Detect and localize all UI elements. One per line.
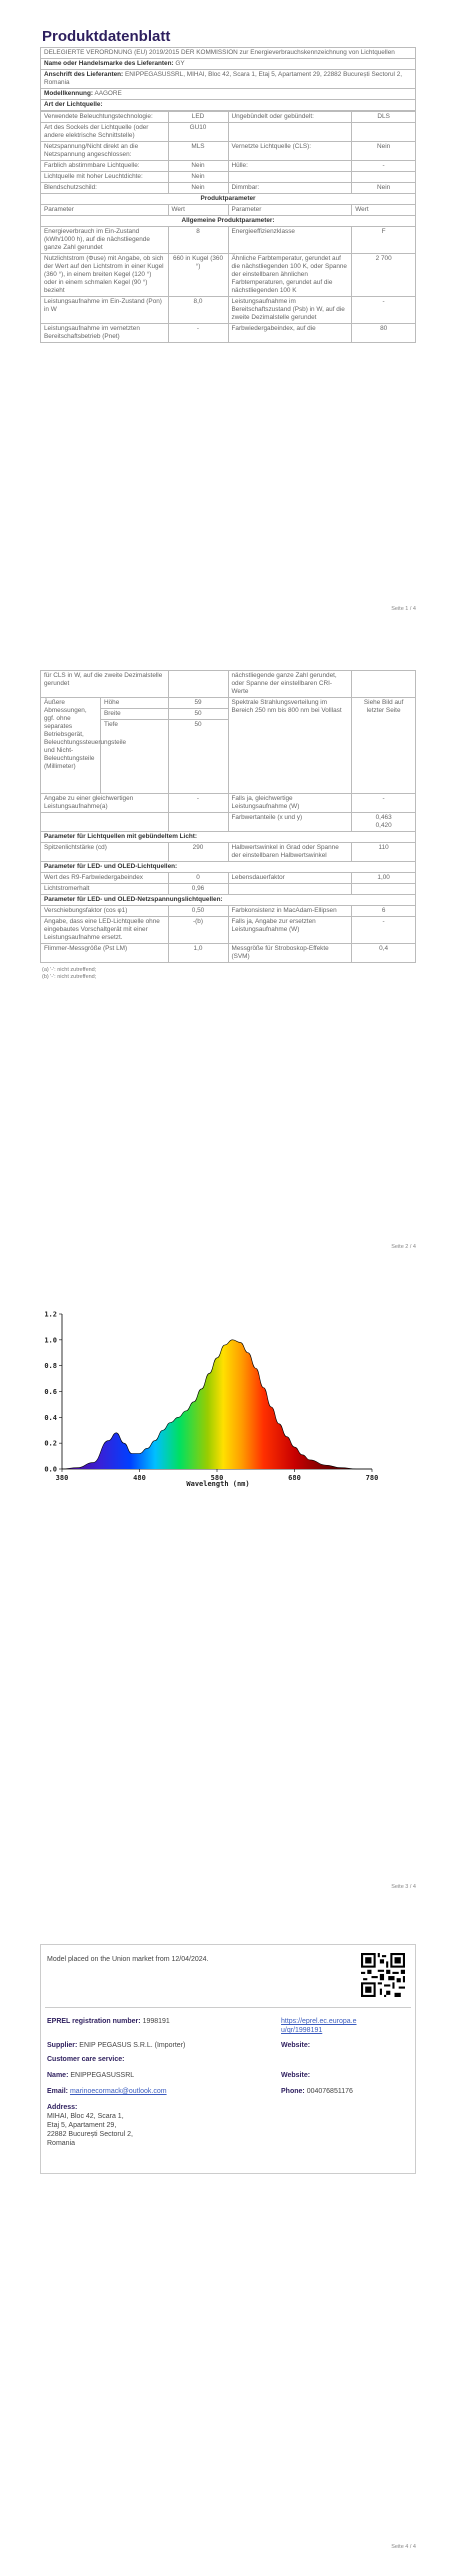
dim-value: 59 xyxy=(168,698,228,709)
r9-label: Wert des R9-Farbwiedergabeindex xyxy=(41,873,169,884)
cell: Leistungsaufnahme im Bereitschaftszustand (Psb) in W, auf die zweite Dezimalstelle gerundet xyxy=(228,297,352,324)
cell: 80 xyxy=(352,324,416,343)
table-row xyxy=(41,671,416,698)
flicker-value: 1,0 xyxy=(168,944,228,963)
table-row xyxy=(41,227,416,254)
disp-value: 0,50 xyxy=(168,906,228,917)
equiv-label: Angabe zu einer gleichwertigen Leistungsaufnahme(a) xyxy=(41,794,169,813)
x-tick-label: 480 xyxy=(133,1474,146,1482)
page-number: Seite 1 / 4 xyxy=(391,606,416,612)
table-row xyxy=(41,843,416,862)
product-params-header: Produktparameter xyxy=(41,194,416,205)
life-label: Lebensdauerfaktor xyxy=(228,873,352,884)
address-line: Etaj 5, Apartament 29, xyxy=(47,2122,117,2129)
regulation-text: DELEGIERTE VERORDNUNG (EU) 2019/2015 DER KOMMISSION zur Energieverbrauchskennzeichnung von Lichtquellen xyxy=(41,48,416,59)
mac-value: 6 xyxy=(352,906,416,917)
page-4 xyxy=(0,1920,452,2560)
spectrum-area xyxy=(62,1340,372,1469)
x-tick-label: 380 xyxy=(55,1474,69,1482)
cell: Netzspannung/Nicht direkt an die Netzspannung angeschlossen: xyxy=(41,142,169,161)
x-axis-label: Wavelength (nm) xyxy=(186,1480,250,1488)
eprel-link[interactable]: https://eprel.ec.europa.eu/qr/1998191 xyxy=(281,2018,357,2034)
cell: Verwendete Beleuchtungstechnologie: xyxy=(41,112,169,123)
peak-value: 290 xyxy=(168,843,228,862)
beam-label: Halbwertswinkel in Grad oder Spanne der einstellbaren Halbwertswinkel xyxy=(228,843,352,862)
y-tick-label: 1.2 xyxy=(44,1310,57,1319)
flicker-label: Flimmer-Messgröße (Pst LM) xyxy=(41,944,169,963)
table-row xyxy=(41,813,416,832)
mls-header: Parameter für LED- und OLED-Netzspannungslichtquellen: xyxy=(41,895,416,906)
col-header-param: Parameter xyxy=(228,205,352,216)
name-label: Name: xyxy=(47,2072,69,2079)
cell: Nein xyxy=(168,172,228,183)
cell: Leistungsaufnahme im vernetzten Bereitschaftsbetrieb (Pnet) xyxy=(41,324,169,343)
strobo-label: Messgröße für Stroboskop-Effekte (SVM) xyxy=(228,944,352,963)
phone-label: Phone: xyxy=(281,2088,305,2095)
page-number: Seite 4 / 4 xyxy=(391,2544,416,2550)
supplier-name-label: Name oder Handelsmarke des Lieferanten: xyxy=(44,60,174,67)
general-params-header: Allgemeine Produktparameter: xyxy=(41,216,416,227)
cell: Vernetzte Lichtquelle (CLS): xyxy=(228,142,352,161)
cell xyxy=(228,172,352,183)
cell: Nein xyxy=(352,183,416,194)
cell: Nutzlichtstrom (Φuse) mit Angabe, ob sich der Wert auf den Lichtstrom in einer Kugel (360 °), in einem breiten Kegel (120 °) oder in einem schmalen Kegel (90 °) bezieht xyxy=(41,254,169,297)
cri-cont: nächstliegende ganze Zahl gerundet, oder Spanne der einstellbaren CRI-Werte xyxy=(228,671,352,698)
maint-label: Lichtstromerhalt xyxy=(41,884,169,895)
cell: - xyxy=(168,324,228,343)
led-header: Parameter für LED- und OLED-Lichtquellen: xyxy=(41,862,416,873)
table-row xyxy=(41,142,416,161)
equiv-right-label: Falls ja, gleichwertige Leistungsaufnahme (W) xyxy=(228,794,352,813)
cell: Energieeffizienzklasse xyxy=(228,227,352,254)
col-header-param: Parameter xyxy=(41,205,169,216)
table-row xyxy=(41,112,416,123)
chroma-y: 0,420 xyxy=(375,822,392,829)
supplier-value: ENIP PEGASUS S.R.L. (Importer) xyxy=(79,2042,186,2049)
cell: 2 700 xyxy=(352,254,416,297)
chroma-x: 0,463 xyxy=(375,814,392,821)
light-type-label: Art der Lichtquelle: xyxy=(41,100,416,111)
name-value: ENIPPEGASUSSRL xyxy=(70,2072,135,2079)
cell: Dimmbar: xyxy=(228,183,352,194)
cell: Nein xyxy=(168,183,228,194)
footnote-a: (a) '-': nicht zutreffend; xyxy=(42,967,97,973)
y-tick-label: 1.0 xyxy=(44,1336,57,1345)
page-1 xyxy=(0,0,452,640)
cell: Art des Sockels der Lichtquelle (oder andere elektrische Schnittstelle) xyxy=(41,123,169,142)
table-row xyxy=(41,794,416,813)
reg-label: EPREL registration number: xyxy=(47,2018,141,2025)
table-row xyxy=(41,917,416,944)
page-2 xyxy=(0,640,452,1280)
cell: GU10 xyxy=(168,123,228,142)
cell: - xyxy=(352,161,416,172)
table-row xyxy=(41,944,416,963)
dim-value: 50 xyxy=(168,720,228,794)
email-label: Email: xyxy=(47,2088,69,2095)
page-title: Produktdatenblatt xyxy=(42,28,171,45)
placed-on-market-text: Model placed on the Union market from 12/04/2024. xyxy=(47,1956,209,1963)
col-header-value: Wert xyxy=(352,205,416,216)
model-label: Modellkennung: xyxy=(44,90,93,97)
model-value: AAGORE xyxy=(94,90,122,97)
spectral-label: Spektrale Strahlungsverteilung im Bereich 250 nm bis 800 nm bei Volllast xyxy=(228,698,352,794)
col-header-value: Wert xyxy=(168,205,228,216)
table-row xyxy=(41,254,416,297)
eprel-info-box xyxy=(40,1944,416,2174)
replace-label: Angabe, dass eine LED-Lichtquelle ohne eingebautes Vorschaltgerät mit einer Leistungsaufnahme ersetzt. xyxy=(41,917,169,944)
cell xyxy=(352,123,416,142)
table-row xyxy=(41,172,416,183)
footnote-b: (b) '-': nicht zutreffend; xyxy=(42,974,97,980)
equiv-right-value: - xyxy=(352,794,416,813)
cell: 660 in Kugel (360 °) xyxy=(168,254,228,297)
page-number: Seite 3 / 4 xyxy=(391,1884,416,1890)
replace-right-label: Falls ja, Angabe zur ersetzten Leistungsaufnahme (W) xyxy=(228,917,352,944)
address-line: 22882 București Sectorul 2, xyxy=(47,2131,133,2138)
page-3 xyxy=(0,1280,452,1920)
address-label: Address: xyxy=(47,2104,78,2111)
dim-name: Breite xyxy=(101,709,169,720)
cell: Nein xyxy=(168,161,228,172)
address-line: Romania xyxy=(47,2140,76,2147)
y-tick-label: 0.6 xyxy=(44,1388,57,1396)
dim-name: Tiefe xyxy=(101,720,169,794)
cell: Farblich abstimmbare Lichtquelle: xyxy=(41,161,169,172)
cell: Lichtquelle mit hoher Leuchtdichte: xyxy=(41,172,169,183)
table-row xyxy=(41,906,416,917)
cell: MLS xyxy=(168,142,228,161)
website2-label: Website: xyxy=(281,2072,311,2079)
peak-label: Spitzenlichtstärke (cd) xyxy=(41,843,169,862)
phone-value: 004076851176 xyxy=(306,2088,353,2095)
supplier-name-value: GY xyxy=(175,60,185,67)
address-line: MIHAI, Bloc 42, Scara 1, xyxy=(47,2113,124,2120)
strobo-value: 0,4 xyxy=(352,944,416,963)
cell: 8,0 xyxy=(168,297,228,324)
cell: Blendschutzschild: xyxy=(41,183,169,194)
life-value: 1,00 xyxy=(352,873,416,884)
cell: Leistungsaufnahme im Ein-Zustand (Pon) in W xyxy=(41,297,169,324)
y-tick-label: 0.2 xyxy=(44,1439,57,1448)
dims-label: Äußere Abmessungen, ggf. ohne separates Betriebsgerät, Beleuchtungssteuerungsteile und Nicht-Beleuchtungsteile (Millimeter) xyxy=(41,698,101,794)
beam-value: 110 xyxy=(352,843,416,862)
website-label: Website: xyxy=(281,2042,311,2049)
cell xyxy=(352,172,416,183)
supplier-address-value: ENIPPEGASUSSRL, MIHAI, Bloc 42, Scara 1, Etaj 5, Apartament 29, 22882 București Sectorul 2, Romania xyxy=(44,71,403,86)
table-row xyxy=(41,324,416,343)
qr-code-icon[interactable] xyxy=(361,1953,405,1997)
cell: Farbwiedergabeindex, auf die xyxy=(228,324,352,343)
chroma-label: Farbwertanteile (x und y) xyxy=(228,813,352,832)
dim-value: 50 xyxy=(168,709,228,720)
cell: LED xyxy=(168,112,228,123)
maint-value: 0,96 xyxy=(168,884,228,895)
cell: Hülle: xyxy=(228,161,352,172)
y-tick-label: 0.8 xyxy=(44,1362,57,1371)
reg-value: 1998191 xyxy=(142,2018,170,2025)
cell: 8 xyxy=(168,227,228,254)
cell: Energieverbrauch im Ein-Zustand (kWh/1000 h), auf die nächstliegende ganze Zahl gerundet xyxy=(41,227,169,254)
light-source-table xyxy=(40,111,416,343)
x-tick-label: 680 xyxy=(288,1474,301,1482)
replace-right-value: - xyxy=(352,917,416,944)
mac-label: Farbkonsistenz in MacAdam-Ellipsen xyxy=(228,906,352,917)
y-tick-label: 0.0 xyxy=(44,1465,57,1474)
table-row xyxy=(41,698,416,709)
supplier-address-label: Anschrift des Lieferanten: xyxy=(44,71,124,78)
cell: F xyxy=(352,227,416,254)
x-tick-label: 780 xyxy=(365,1474,379,1482)
page-number: Seite 2 / 4 xyxy=(391,1244,416,1250)
datasheet-page-1 xyxy=(40,26,416,343)
replace-value: -(b) xyxy=(168,917,228,944)
equiv-value: - xyxy=(168,794,228,813)
supplier-label: Supplier: xyxy=(47,2042,78,2049)
cell: Ähnliche Farbtemperatur, gerundet auf die nächstliegenden 100 K, oder Spanne der einstellbaren ähnlichen Farbtemperaturen, gerundet auf die nächstliegenden 100 K xyxy=(228,254,352,297)
spectral-value: Siehe Bild auf letzter Seite xyxy=(352,698,416,794)
y-tick-label: 0.4 xyxy=(44,1413,57,1422)
table-row xyxy=(41,161,416,172)
email-link[interactable]: marinoecormack@outlook.com xyxy=(69,2088,167,2095)
table-row xyxy=(41,297,416,324)
cell: DLS xyxy=(352,112,416,123)
x-tick-label: 580 xyxy=(210,1474,224,1482)
params-table-continued xyxy=(40,670,416,963)
cell: Ungebündelt oder gebündelt: xyxy=(228,112,352,123)
header-table xyxy=(40,47,416,111)
table-row xyxy=(41,884,416,895)
datasheet-page-2 xyxy=(40,670,416,981)
cell: - xyxy=(352,297,416,324)
table-row xyxy=(41,123,416,142)
customer-care-label: Customer care service: xyxy=(47,2056,125,2063)
cell: Nein xyxy=(352,142,416,161)
table-row xyxy=(41,873,416,884)
dls-header: Parameter für Lichtquellen mit gebündeltem Licht: xyxy=(41,832,416,843)
table-row xyxy=(41,183,416,194)
cell xyxy=(228,123,352,142)
dim-name: Höhe xyxy=(101,698,169,709)
cls-standby-cont: für CLS in W, auf die zweite Dezimalstelle gerundet xyxy=(41,671,169,698)
disp-label: Verschiebungsfaktor (cos φ1) xyxy=(41,906,169,917)
spectral-distribution-chart xyxy=(0,1304,452,1504)
r9-value: 0 xyxy=(168,873,228,884)
